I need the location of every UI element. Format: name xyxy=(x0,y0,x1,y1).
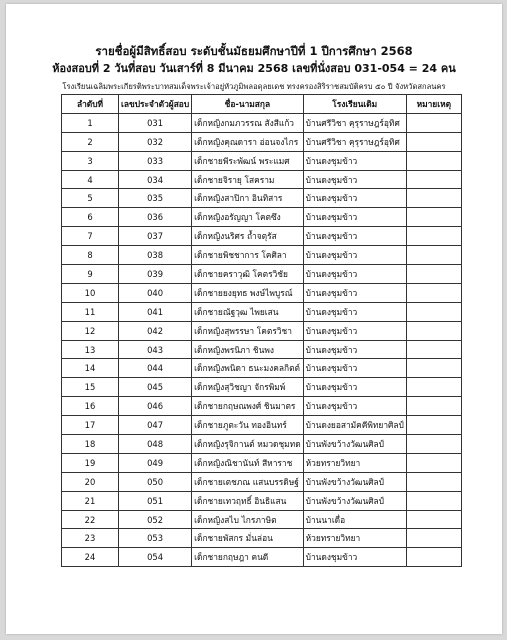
table-row xyxy=(62,510,462,529)
cell-remarks xyxy=(406,416,461,435)
cell-name: เด็กชายจิรายุ โสคราม xyxy=(192,170,303,189)
cell-order: 12 xyxy=(62,321,119,340)
cell-previous-school: บ้านดงชุมข้าว xyxy=(303,359,406,378)
cell-previous-school: บ้านศรีวิชา คุรุราษฎร์อุทิศ xyxy=(303,132,406,151)
table-row xyxy=(62,189,462,208)
cell-previous-school: บ้านพังขว้างวัฒนศิลป์ xyxy=(303,472,406,491)
cell-remarks xyxy=(406,170,461,189)
cell-order: 11 xyxy=(62,302,119,321)
cell-remarks xyxy=(406,378,461,397)
column-header-previous-school: โรงเรียนเดิม xyxy=(303,95,406,114)
table-row xyxy=(62,416,462,435)
table-row xyxy=(62,453,462,472)
document-page xyxy=(6,4,502,634)
cell-order: 22 xyxy=(62,510,119,529)
cell-remarks xyxy=(406,302,461,321)
cell-order: 23 xyxy=(62,529,119,548)
cell-previous-school: บ้านดงชุมข้าว xyxy=(303,397,406,416)
column-header-seat-number: เลขประจำตัวผู้สอบ xyxy=(119,95,192,114)
table-row xyxy=(62,340,462,359)
cell-previous-school: บ้านพังขว้างวัฒนศิลป์ xyxy=(303,435,406,454)
cell-seat-number: 035 xyxy=(119,189,192,208)
cell-previous-school: บ้านศรีวิชา คุรุราษฎร์อุทิศ xyxy=(303,113,406,132)
cell-previous-school: บ้านดงชุมข้าว xyxy=(303,227,406,246)
cell-order: 13 xyxy=(62,340,119,359)
cell-previous-school: บ้านนาเดื่อ xyxy=(303,510,406,529)
cell-order: 1 xyxy=(62,113,119,132)
cell-seat-number: 034 xyxy=(119,170,192,189)
cell-remarks xyxy=(406,359,461,378)
cell-seat-number: 039 xyxy=(119,265,192,284)
cell-order: 9 xyxy=(62,265,119,284)
cell-seat-number: 037 xyxy=(119,227,192,246)
cell-previous-school: ห้วยทรายวิทยา xyxy=(303,453,406,472)
cell-remarks xyxy=(406,113,461,132)
cell-remarks xyxy=(406,321,461,340)
cell-remarks xyxy=(406,189,461,208)
cell-seat-number: 036 xyxy=(119,208,192,227)
cell-previous-school: บ้านดงชุมข้าว xyxy=(303,189,406,208)
cell-remarks xyxy=(406,472,461,491)
cell-previous-school: บ้านดงชุมข้าว xyxy=(303,170,406,189)
cell-name: เด็กชายเทวฤทธิ์ อินธิแสน xyxy=(192,491,303,510)
cell-order: 16 xyxy=(62,397,119,416)
table-row xyxy=(62,397,462,416)
cell-order: 7 xyxy=(62,227,119,246)
table-row xyxy=(62,227,462,246)
cell-name: เด็กหญิงสุพรรษา โคตรวิชา xyxy=(192,321,303,340)
cell-remarks xyxy=(406,208,461,227)
cell-previous-school: บ้านดงชุมข้าว xyxy=(303,302,406,321)
cell-remarks xyxy=(406,132,461,151)
column-header-order: ลำดับที่ xyxy=(62,95,119,114)
table-row xyxy=(62,378,462,397)
cell-order: 5 xyxy=(62,189,119,208)
cell-order: 20 xyxy=(62,472,119,491)
cell-seat-number: 040 xyxy=(119,283,192,302)
cell-remarks xyxy=(406,529,461,548)
cell-order: 15 xyxy=(62,378,119,397)
cell-order: 14 xyxy=(62,359,119,378)
table-row xyxy=(62,208,462,227)
table-row xyxy=(62,151,462,170)
cell-name: เด็กหญิงณิชานันท์ สีหาราช xyxy=(192,453,303,472)
cell-seat-number: 048 xyxy=(119,435,192,454)
cell-remarks xyxy=(406,151,461,170)
cell-order: 17 xyxy=(62,416,119,435)
cell-remarks xyxy=(406,246,461,265)
cell-name: เด็กชายกฤษฎา คนดี xyxy=(192,548,303,567)
cell-name: เด็กหญิงสุวิชญา จักรพิมพ์ xyxy=(192,378,303,397)
cell-seat-number: 047 xyxy=(119,416,192,435)
cell-name: เด็กชายกฤษณพงศ์ ชินมาตร xyxy=(192,397,303,416)
school-name: โรงเรียนเฉลิมพระเกียรติพระบาทสมเด็จพระเจ้าอยู่หัวภูมิพลอดุลยเดช ทรงครองสิริราชสมบัติครบ ๕๐ ปี จังหวัดสกลนคร xyxy=(62,82,446,91)
table-row xyxy=(62,132,462,151)
cell-seat-number: 045 xyxy=(119,378,192,397)
cell-name: เด็กชายภูตะวัน ทองอินทร์ xyxy=(192,416,303,435)
cell-remarks xyxy=(406,397,461,416)
cell-previous-school: บ้านดงชุมข้าว xyxy=(303,378,406,397)
table-row xyxy=(62,283,462,302)
table-row xyxy=(62,246,462,265)
table-row xyxy=(62,302,462,321)
cell-previous-school: บ้านดงชุมข้าว xyxy=(303,340,406,359)
cell-order: 6 xyxy=(62,208,119,227)
cell-seat-number: 038 xyxy=(119,246,192,265)
cell-order: 4 xyxy=(62,170,119,189)
cell-name: เด็กชายคราวุฒิ โคตรวิชัย xyxy=(192,265,303,284)
cell-previous-school: บ้านดงชุมข้าว xyxy=(303,265,406,284)
cell-remarks xyxy=(406,340,461,359)
cell-seat-number: 041 xyxy=(119,302,192,321)
cell-seat-number: 043 xyxy=(119,340,192,359)
cell-seat-number: 033 xyxy=(119,151,192,170)
table-row xyxy=(62,548,462,567)
cell-name: เด็กหญิงนริศร ถ้ำจตุรัส xyxy=(192,227,303,246)
table-row xyxy=(62,472,462,491)
cell-seat-number: 051 xyxy=(119,491,192,510)
cell-name: เด็กหญิงคุณดารา อ่อนจงไกร xyxy=(192,132,303,151)
table-row xyxy=(62,170,462,189)
column-header-name: ชื่อ-นามสกุล xyxy=(192,95,303,114)
cell-seat-number: 042 xyxy=(119,321,192,340)
candidate-table xyxy=(61,94,462,567)
cell-remarks xyxy=(406,265,461,284)
cell-previous-school: บ้านดงชุมข้าว xyxy=(303,283,406,302)
cell-order: 3 xyxy=(62,151,119,170)
table-row xyxy=(62,529,462,548)
cell-remarks xyxy=(406,227,461,246)
cell-order: 18 xyxy=(62,435,119,454)
table-row xyxy=(62,435,462,454)
cell-name: เด็กชายณัฐวุฒ ไพยเสน xyxy=(192,302,303,321)
cell-previous-school: บ้านพังขว้างวัฒนศิลป์ xyxy=(303,491,406,510)
cell-name: เด็กหญิงสไบ ไกรภาษิต xyxy=(192,510,303,529)
cell-seat-number: 052 xyxy=(119,510,192,529)
cell-name: เด็กหญิงพรนิภา ชินพง xyxy=(192,340,303,359)
table-row xyxy=(62,491,462,510)
cell-seat-number: 050 xyxy=(119,472,192,491)
cell-previous-school: ห้วยทรายวิทยา xyxy=(303,529,406,548)
cell-seat-number: 044 xyxy=(119,359,192,378)
cell-name: เด็กหญิงกมภวรรณ สังสีแก้ว xyxy=(192,113,303,132)
cell-previous-school: บ้านดงชุมข้าว xyxy=(303,246,406,265)
cell-previous-school: บ้านดงชุมข้าว xyxy=(303,208,406,227)
exam-room-info: ห้องสอบที่ 2 วันที่สอบ วันเสาร์ที่ 8 มีนาคม 2568 เลขที่นั่งสอบ 031-054 = 24 คน xyxy=(52,62,456,75)
table-row xyxy=(62,265,462,284)
cell-name: เด็กชายพิชชาการ โคศิลา xyxy=(192,246,303,265)
cell-name: เด็กหญิงพนิดา ธนะมงคลกิตต์ xyxy=(192,359,303,378)
cell-remarks xyxy=(406,453,461,472)
cell-previous-school: บ้านดงชุมข้าว xyxy=(303,548,406,567)
cell-remarks xyxy=(406,491,461,510)
cell-previous-school: บ้านดงยอสามัคคีพิทยาศิลป์ xyxy=(303,416,406,435)
cell-order: 24 xyxy=(62,548,119,567)
cell-previous-school: บ้านดงชุมข้าว xyxy=(303,151,406,170)
cell-name: เด็กชายเตชภณ แสนบรรดิษฐ์ xyxy=(192,472,303,491)
cell-order: 2 xyxy=(62,132,119,151)
cell-seat-number: 053 xyxy=(119,529,192,548)
document-title: รายชื่อผู้มีสิทธิ์สอบ ระดับชั้นมัธยมศึกษาปีที่ 1 ปีการศึกษา 2568 xyxy=(95,44,413,58)
table-header-row xyxy=(62,95,462,114)
cell-name: เด็กหญิงรุจิกานต์ หมวดชุมทด xyxy=(192,435,303,454)
cell-seat-number: 032 xyxy=(119,132,192,151)
cell-remarks xyxy=(406,510,461,529)
table-row xyxy=(62,359,462,378)
cell-seat-number: 054 xyxy=(119,548,192,567)
cell-name: เด็กหญิงอรัญญา โคตซึง xyxy=(192,208,303,227)
cell-name: เด็กชายพีระพัฒน์ พระแมศ xyxy=(192,151,303,170)
cell-order: 21 xyxy=(62,491,119,510)
cell-previous-school: บ้านดงชุมข้าว xyxy=(303,321,406,340)
cell-name: เด็กหญิงสาปิกา อินทิสาร xyxy=(192,189,303,208)
cell-name: เด็กชายพัสกร มั่นล่อน xyxy=(192,529,303,548)
cell-order: 8 xyxy=(62,246,119,265)
cell-seat-number: 049 xyxy=(119,453,192,472)
cell-order: 10 xyxy=(62,283,119,302)
column-header-remarks: หมายเหตุ xyxy=(406,95,461,114)
cell-remarks xyxy=(406,435,461,454)
cell-seat-number: 046 xyxy=(119,397,192,416)
cell-order: 19 xyxy=(62,453,119,472)
table-row xyxy=(62,321,462,340)
cell-name: เด็กชายยงยุทธ พงษ์ไพบูรณ์ xyxy=(192,283,303,302)
table-row xyxy=(62,113,462,132)
cell-remarks xyxy=(406,548,461,567)
cell-remarks xyxy=(406,283,461,302)
cell-seat-number: 031 xyxy=(119,113,192,132)
